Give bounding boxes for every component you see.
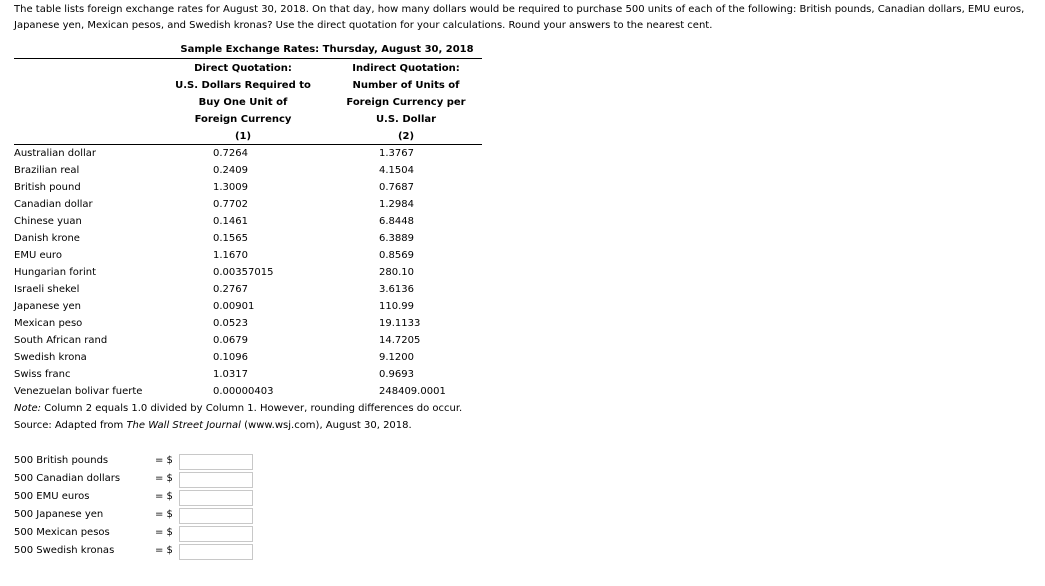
source-suffix: (www.wsj.com), August 30, 2018.: [240, 420, 412, 431]
indirect-value: 14.7205: [379, 335, 421, 346]
table-top-rule: [14, 58, 482, 59]
answer-row: [14, 506, 274, 524]
source-prefix: Source: Adapted from: [14, 420, 127, 431]
british-pounds-answer-input[interactable]: [179, 454, 253, 470]
answer-section: [14, 452, 274, 560]
header-line: (2): [397, 131, 415, 142]
direct-value: 0.7264: [213, 148, 248, 159]
header-line: Buy One Unit of: [198, 97, 288, 108]
table-row: [14, 162, 482, 179]
currency-name: Israeli shekel: [14, 284, 80, 295]
currency-name: South African rand: [14, 335, 108, 346]
answer-row: [14, 542, 274, 560]
currency-name: Japanese yen: [14, 301, 81, 312]
answer-label: 500 Canadian dollars: [14, 473, 121, 484]
indirect-value: 0.7687: [379, 182, 414, 193]
table-row: [14, 315, 482, 332]
indirect-value: 6.3889: [379, 233, 414, 244]
answer-label: 500 Mexican pesos: [14, 527, 110, 538]
currency-name: Australian dollar: [14, 148, 97, 159]
table-row: [14, 332, 482, 349]
indirect-value: 3.6136: [379, 284, 414, 295]
direct-value: 1.0317: [213, 369, 248, 380]
header-line: Indirect Quotation:: [352, 63, 460, 74]
currency-name: Brazilian real: [14, 165, 80, 176]
indirect-value: 0.8569: [379, 250, 414, 261]
table-row: [14, 179, 482, 196]
direct-value: 0.00000403: [213, 386, 274, 397]
emu-euros-answer-input[interactable]: [179, 490, 253, 506]
indirect-quotation-header: [343, 60, 469, 145]
direct-value: 0.00901: [213, 301, 255, 312]
currency-name: Mexican peso: [14, 318, 83, 329]
currency-name: Canadian dollar: [14, 199, 93, 210]
answer-row: [14, 452, 274, 470]
direct-value: 0.0679: [213, 335, 248, 346]
table-row: [14, 196, 482, 213]
currency-name: British pound: [14, 182, 81, 193]
direct-value: 1.1670: [213, 250, 248, 261]
table-row: [14, 247, 482, 264]
currency-name: Hungarian forint: [14, 267, 96, 278]
table-row: [14, 349, 482, 366]
answer-row: [14, 524, 274, 542]
table-row: [14, 281, 482, 298]
answer-row: [14, 470, 274, 488]
table-row: [14, 145, 482, 162]
table-note: [14, 400, 462, 417]
header-line: U.S. Dollar: [375, 114, 437, 125]
indirect-value: 1.2984: [379, 199, 414, 210]
indirect-value: 280.10: [379, 267, 414, 278]
currency-name: Swedish krona: [14, 352, 87, 363]
table-row: [14, 213, 482, 230]
indirect-value: 19.1133: [379, 318, 421, 329]
currency-name: Chinese yuan: [14, 216, 82, 227]
table-row: [14, 366, 482, 383]
currency-name: Danish krone: [14, 233, 80, 244]
indirect-value: 4.1504: [379, 165, 414, 176]
table-row: [14, 230, 482, 247]
canadian-dollars-answer-input[interactable]: [179, 472, 253, 488]
direct-value: 0.1096: [213, 352, 248, 363]
direct-quotation-header: [173, 60, 313, 145]
swedish-kronas-answer-input[interactable]: [179, 544, 253, 560]
direct-value: 0.0523: [213, 318, 248, 329]
direct-value: 0.7702: [213, 199, 248, 210]
equals-dollar-label: = $: [155, 455, 173, 466]
mexican-pesos-answer-input[interactable]: [179, 526, 253, 542]
answer-label: 500 EMU euros: [14, 491, 90, 502]
direct-value: 0.2767: [213, 284, 248, 295]
header-line: Number of Units of: [352, 80, 460, 91]
note-label: Note:: [14, 403, 42, 414]
indirect-value: 110.99: [379, 301, 414, 312]
direct-value: 0.00357015: [213, 267, 274, 278]
answer-row: [14, 488, 274, 506]
direct-value: 0.1565: [213, 233, 248, 244]
header-line: Foreign Currency per: [346, 97, 466, 108]
header-line: Direct Quotation:: [194, 63, 292, 74]
table-row: [14, 383, 482, 400]
source-publication: The Wall Street Journal: [126, 420, 241, 431]
equals-dollar-label: = $: [155, 545, 173, 556]
currency-name: Venezuelan bolivar fuerte: [14, 386, 143, 397]
direct-value: 0.1461: [213, 216, 248, 227]
table-row: [14, 298, 482, 315]
indirect-value: 6.8448: [379, 216, 414, 227]
direct-value: 1.3009: [213, 182, 248, 193]
answer-label: 500 British pounds: [14, 455, 109, 466]
indirect-value: 0.9693: [379, 369, 414, 380]
note-text: Column 2 equals 1.0 divided by Column 1. However, rounding differences do occur.: [41, 403, 463, 414]
header-line: Foreign Currency: [194, 114, 292, 125]
question-text: The table lists foreign exchange rates for August 30, 2018. On that day, how many dollars would be required to purchase 500 units of each of the following: British pounds, Canadian dollars, EMU euros, Japanese yen, Mexican pesos, and Swedish kronas? Use the direct quotation for your calculations. Round your answers to the nearest cent.: [14, 4, 1025, 31]
indirect-value: 1.3767: [379, 148, 414, 159]
answer-label: 500 Swedish kronas: [14, 545, 115, 556]
indirect-value: 9.1200: [379, 352, 414, 363]
currency-name: Swiss franc: [14, 369, 71, 380]
indirect-value: 248409.0001: [379, 386, 446, 397]
currency-name: EMU euro: [14, 250, 62, 261]
equals-dollar-label: = $: [155, 491, 173, 502]
equals-dollar-label: = $: [155, 473, 173, 484]
answer-label: 500 Japanese yen: [14, 509, 104, 520]
table-source: [14, 417, 412, 434]
equals-dollar-label: = $: [155, 527, 173, 538]
table-row: [14, 264, 482, 281]
equals-dollar-label: = $: [155, 509, 173, 520]
table-body: [14, 145, 482, 400]
direct-value: 0.2409: [213, 165, 248, 176]
header-line: (1): [234, 131, 252, 142]
japanese-yen-answer-input[interactable]: [179, 508, 253, 524]
table-caption: Sample Exchange Rates: Thursday, August 30, 2018: [180, 44, 474, 55]
header-line: U.S. Dollars Required to: [175, 80, 311, 91]
